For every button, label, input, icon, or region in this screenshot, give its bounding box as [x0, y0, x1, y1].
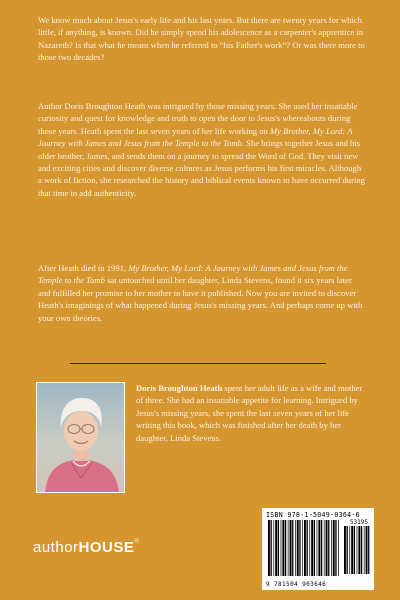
- blurb-text: We know much about Jesus's early life and his last years. But there are twenty years for which little, if anything, is known. Did he simply spend his adolescence as a carpenter's apprentice in Nazareth? Is that what he meant when he referred to “his Father's work”? Or was there more to those two decades?: [38, 15, 365, 63]
- barcode-bar: [321, 520, 322, 576]
- publisher-logo: [33, 539, 139, 556]
- isbn-text: ISBN 978-1-5049-0364-6: [266, 511, 360, 519]
- isbn-barcode: [262, 508, 374, 590]
- author-name: Doris Broughton Heath: [136, 383, 223, 393]
- price-barcode-bars: [344, 526, 370, 574]
- author-bio-text: spent her adult life as a wife and mother of three. She had an insatiable appetite for learning. Intrigued by Jesus's missing years, she spent the last seven years of her life writing this book, which was finished after her death by her daughter, Linda Stevens.: [136, 383, 363, 443]
- barcode-bar: [328, 520, 329, 576]
- blurb-paragraph-2: [38, 100, 366, 199]
- blurb-paragraph-3: [38, 262, 366, 324]
- registered-mark: ®: [134, 539, 140, 545]
- author-photo: [36, 382, 125, 493]
- barcode-bar: [335, 520, 336, 576]
- barcode-bar: [358, 526, 360, 574]
- author-portrait-illustration: [37, 383, 125, 493]
- barcode-bar: [361, 526, 362, 574]
- barcode-bar: [333, 520, 335, 576]
- barcode-bar: [366, 526, 368, 574]
- blurb-paragraph-1: [38, 14, 366, 64]
- barcode-bar: [278, 520, 279, 576]
- blurb-text: sat untouched until her daughter, Linda Stevens, found it six years later and fulfilled her promise to her mother to have it published. Now you are invited to discover Heath's imaginings of what happened during Jesus's missing years. And perhaps come up with your own theories.: [38, 275, 363, 323]
- barcode-bar: [324, 520, 325, 576]
- divider-rule: [70, 363, 326, 364]
- blurb-text: After Heath died in 1991,: [38, 263, 129, 273]
- barcode-bar: [349, 526, 350, 574]
- barcode-bar: [304, 520, 306, 576]
- barcode-bar: [307, 520, 308, 576]
- barcode-bar: [318, 520, 320, 576]
- barcode-bar: [331, 520, 332, 576]
- barcode-bar: [273, 520, 274, 576]
- barcode-bar: [288, 520, 289, 576]
- barcode-bar: [344, 526, 346, 574]
- barcode-bar: [295, 520, 296, 576]
- barcode-bar: [292, 520, 293, 576]
- barcode-bar: [314, 520, 315, 576]
- barcode-bar: [347, 526, 348, 574]
- publisher-name-part: HOUSE: [78, 539, 135, 556]
- barcode-bar: [268, 520, 270, 576]
- blurb-text: She brings together Jesus and his older brother, James, and sends them on a journey to spread the Word of God. They visit new and exciting cities and discover diverse cultures as Jesus performs his first miracles. Although a work of fiction, she researched the history and biblical events known to have occurred during that time to add authenticity.: [38, 138, 365, 198]
- book-title-italic: My Brother, My Lord: A Journey with James and Jesus from the Temple to the Tomb.: [38, 125, 353, 149]
- book-title-italic: My Brother, My Lord: A Journey with James and Jesus from the Temple to the Tomb: [38, 263, 348, 286]
- price-code: 53195: [349, 519, 368, 526]
- barcode-bar: [351, 526, 353, 574]
- barcode-bar: [285, 520, 286, 576]
- barcode-bar: [311, 520, 313, 576]
- barcode-bar: [271, 520, 272, 576]
- barcode-bar: [326, 520, 328, 576]
- barcode-bar: [338, 520, 339, 576]
- publisher-name-part: author: [33, 539, 79, 556]
- barcode-bar: [309, 520, 310, 576]
- barcode-bar: [282, 520, 284, 576]
- barcode-bar: [364, 526, 365, 574]
- barcode-bar: [281, 520, 282, 576]
- barcode-bar: [290, 520, 292, 576]
- barcode-bar: [368, 526, 369, 574]
- barcode-bar: [317, 520, 318, 576]
- barcode-bar: [275, 520, 277, 576]
- ean-digits: 9 781504 903646: [266, 581, 327, 588]
- blurb-text: Author Doris Broughton Heath was intrigued by those missing years. She used her insatiable curiosity and quest for knowledge and truth to open the door to Jesus's whereabouts during those years. Heath spent the last seven years of her life working on: [38, 101, 358, 136]
- ean-barcode-bars: [268, 520, 340, 576]
- barcode-bar: [297, 520, 299, 576]
- barcode-bar: [302, 520, 303, 576]
- barcode-bar: [357, 526, 358, 574]
- author-bio: [136, 382, 368, 444]
- barcode-bar: [354, 526, 355, 574]
- barcode-bar: [299, 520, 300, 576]
